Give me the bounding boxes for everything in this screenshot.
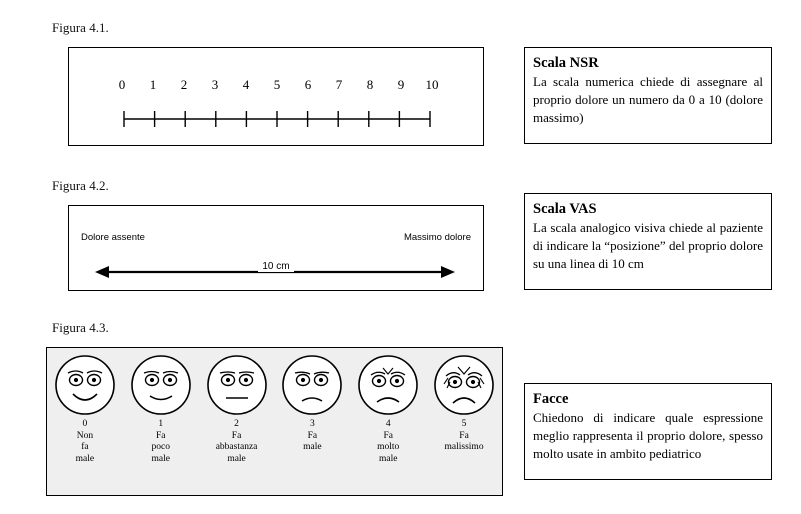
nsr-number: 3 [211,77,219,92]
face-value: 3 [310,419,315,429]
nsr-number-labels [115,77,439,93]
face-word: male [151,453,170,464]
figure-label-1: Figura 4.1. [52,20,109,35]
vas-length-label: 10 cm [258,261,293,272]
figure-label-3: Figura 4.3. [52,320,109,335]
face-word: male [75,453,95,464]
face-word: Fa [459,430,469,441]
description-text: Chiedono di indicare quale espressione meglio rappresenta il proprio dolore, spesso molto usate in ambito pediatrico [533,410,763,461]
nsr-number: 0 [118,77,126,92]
face-word: Non [76,430,94,441]
face-word: molto [377,442,400,452]
numeric-rating-scale-panel [68,47,484,146]
description-box-nsr [524,47,772,144]
face-word: Fa [383,430,393,441]
nsr-number: 4 [242,77,250,92]
visual-analogue-scale-panel [68,205,484,291]
faces-pain-scale-panel [46,347,503,496]
face-value: 2 [234,419,239,429]
nsr-number: 6 [304,77,312,92]
face-word: Fa [231,430,242,441]
description-title: Scala VAS [533,201,597,217]
face-caption-2 [216,419,258,465]
face-caption-4 [377,419,399,465]
face-caption-5 [445,419,484,454]
face-word: Fa [307,430,318,441]
nsr-number: 7 [335,77,343,92]
figure-label-2: Figura 4.2. [52,178,109,193]
face-word: poco [151,442,170,452]
face-option-3[interactable] [276,354,348,454]
description-title: Scala NSR [533,55,599,71]
face-slight-frown-icon [281,354,343,416]
description-box-vas [524,193,772,290]
face-word: fa [81,442,89,452]
face-neutral-icon [206,354,268,416]
face-word: Fa [155,430,166,441]
face-caption-1 [152,419,170,465]
description-text: La scala analogico visiva chiede al paziente di indicare la “posizione” del proprio dolore su una linea di 10 cm [533,220,763,271]
face-slight-smile-icon [130,354,192,416]
nsr-number: 1 [149,77,157,92]
nsr-number: 8 [366,77,374,92]
face-caption-3 [303,419,321,454]
vas-right-anchor-label: Massimo dolore [403,232,471,243]
face-value: 4 [385,419,391,429]
face-word: malissimo [444,442,484,452]
face-value: 0 [82,419,88,429]
face-happy-icon [54,354,116,416]
description-text: La scala numerica chiede di assegnare al proprio dolore un numero da 0 a 10 (dolore massimo) [533,74,763,125]
face-caption-0 [76,419,94,465]
face-value: 1 [158,419,164,429]
face-word: male [227,453,246,464]
vas-left-anchor-label: Dolore assente [81,232,145,243]
face-sad-icon [357,354,419,416]
face-word: male [303,442,322,452]
face-option-1[interactable] [125,354,197,465]
vas-length-label-wrap [69,261,483,272]
face-option-4[interactable] [352,354,424,465]
nsr-number: 9 [397,77,405,92]
nsr-number: 10 [425,77,439,92]
nsr-axis-ruler [123,110,431,128]
nsr-number: 2 [180,77,188,92]
face-word: male [378,453,398,464]
face-option-2[interactable] [201,354,273,465]
description-title: Facce [533,391,569,407]
face-word: abbastanza [215,442,258,452]
face-option-0[interactable] [49,354,121,465]
nsr-number: 5 [273,77,281,92]
faces-row [47,354,502,465]
face-option-5[interactable] [428,354,500,454]
description-box-faces [524,383,772,480]
face-crying-icon [433,354,495,416]
face-value: 5 [461,419,467,429]
